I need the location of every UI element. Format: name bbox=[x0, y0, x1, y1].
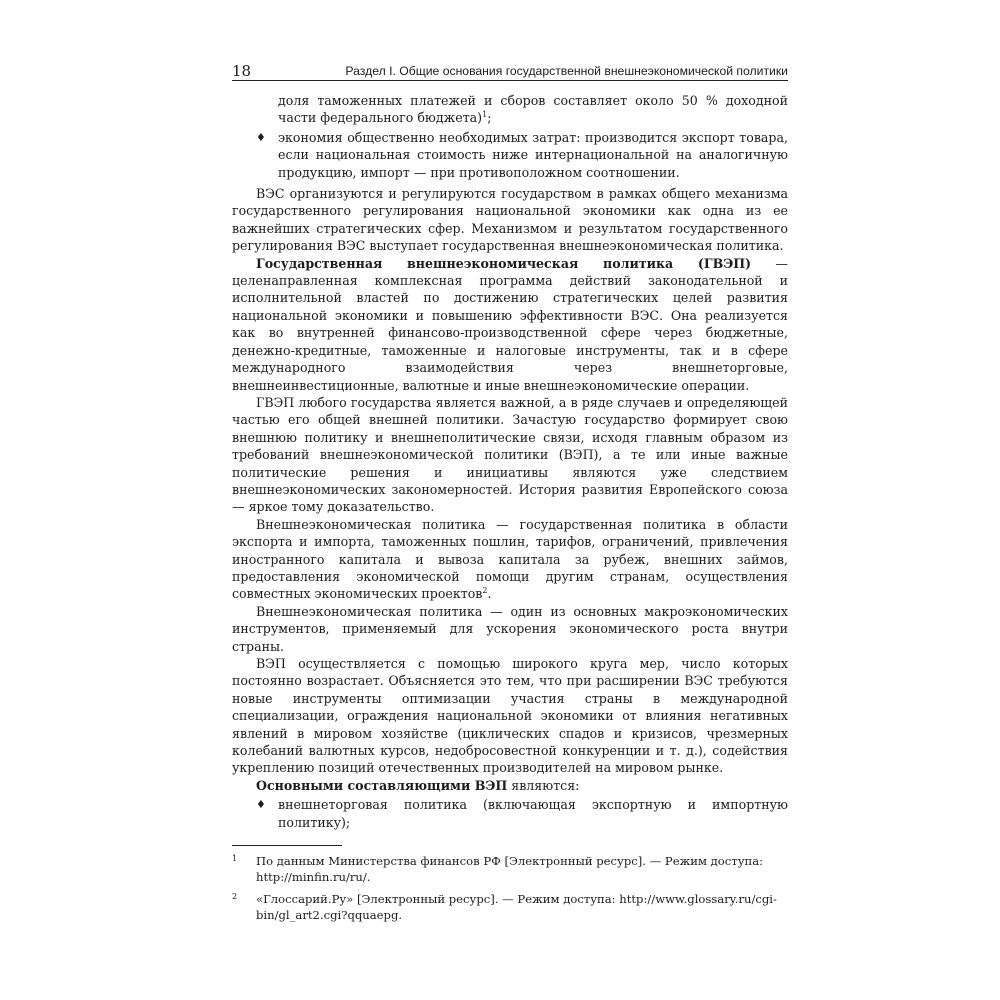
footnote-text: «Глоссарий.Ру» [Электронный ресурс]. — Режим доступа: http://www.glossary.ru/cgi-bin/gl_art2.cgi?qquaepg. bbox=[256, 892, 777, 922]
bullet-text: экономия общественно необходимых затрат: производится экспорт товара, если национальная стоимость ниже интернациональной на аналогичную продукцию, импорт — при противоположном соотношении. bbox=[278, 129, 788, 180]
paragraph-gvep-definition bbox=[232, 255, 788, 394]
paragraph-text: являются: bbox=[507, 777, 580, 793]
continuation-tail: ; bbox=[487, 110, 492, 126]
bullet-item bbox=[232, 129, 788, 181]
footnote-text: По данным Министерства финансов РФ [Электронный ресурс]. — Режим доступа: http://minfin.ru/ru/. bbox=[256, 854, 764, 884]
paragraph: ВЭП осуществляется с помощью широкого круга мер, число которых постоянно возрастает. Объясняется это тем, что при расширении ВЭС требуются новые инструменты оптимизации участия страны в международной специализации, ограждения национальной экономики от влияния негативных явлений в мировом хозяйстве (циклических спадов и кризисов, чрезмерных колебаний валютных курсов, недобросовестной конкуренции и т. д.), содействия укреплению позиций отечественных производителей на мировом рынке. bbox=[232, 656, 788, 776]
paragraph-vep-definition bbox=[232, 516, 788, 603]
paragraph: ВЭС организуются и регулируются государством в рамках общего механизма государственного регулирования национальной экономики как одна из ее важнейших стратегических сфер. Механизмом и результатом государственного регулирования ВЭС выступает государственная внешнеэкономическая политика. bbox=[232, 186, 788, 254]
footnote-number: 2 bbox=[232, 892, 238, 902]
paragraph-components bbox=[232, 777, 788, 794]
term-components: Основными составляющими ВЭП bbox=[256, 777, 508, 793]
footnote-ref-1[interactable]: 1 bbox=[482, 110, 488, 120]
footnote-number: 1 bbox=[232, 854, 238, 864]
paragraph: Внешнеэкономическая политика — один из основных макроэкономических инструментов, применяемый для ускорения экономического роста внутри страны. bbox=[232, 603, 788, 654]
footnote-2 bbox=[232, 892, 788, 923]
diamond-bullet-icon: ♦ bbox=[256, 798, 266, 812]
continuation-text: доля таможенных платежей и сборов составляет около 50 % доходной части федерального бюджета) bbox=[278, 93, 788, 126]
term-gvep: Государственная внешнеэкономическая политика (ГВЭП) bbox=[256, 255, 752, 271]
paragraph: ГВЭП любого государства является важной, а в ряде случаев и определяющей частью его общей внешней политики. Зачастую государство формирует свою внешнюю политику и внешнеполитические связи, исходя главным образом из требований внешнеэкономической политики (ВЭП), а те или иные важные политические решения и инициативы являются уже следствием внешнеэкономических закономерностей. История развития Европейского союза — яркое тому доказательство. bbox=[232, 394, 788, 515]
paragraph-tail: . bbox=[487, 586, 492, 602]
book-page bbox=[232, 58, 788, 930]
running-header bbox=[232, 58, 788, 80]
footnote-separator bbox=[232, 845, 342, 846]
page-number: 18 bbox=[232, 62, 252, 80]
continuation-line bbox=[278, 92, 788, 127]
diamond-bullet-icon: ♦ bbox=[256, 130, 266, 144]
body-text bbox=[232, 92, 788, 831]
footnote-ref-2[interactable]: 2 bbox=[482, 586, 488, 596]
section-title: Раздел I. Общие основания государственной внешнеэкономической политики bbox=[345, 64, 788, 78]
bullet-text: внешнеторговая политика (включающая экспортную и импортную политику); bbox=[278, 797, 788, 830]
footnote-1 bbox=[232, 854, 788, 885]
paragraph-text: Внешнеэкономическая политика — государственная политика в области экспорта и импорта, таможенных пошлин, тарифов, ограничений, привлечения иностранного капитала и вывоза капитала за рубеж, внешних займов, предоставления экономической помощи другим странам, осуществления совместных экономических проектов bbox=[232, 516, 788, 602]
paragraph-text: — целенаправленная комплексная программа действий законодательной и исполнительной властей по достижению стратегических целей развития национальной экономики и повышению эффективности ВЭС. Она реализуется как во внутренней финансово-производственной сфере через бюджетные, денежно-кредитные, таможенные и налоговые инструменты, так и в сфере международного взаимодействия через внешнеторговые, внешнеинвестиционные, валютные и иные внешнеэкономические операции. bbox=[232, 255, 788, 393]
header-rule bbox=[232, 80, 788, 81]
bullet-item bbox=[232, 796, 788, 831]
